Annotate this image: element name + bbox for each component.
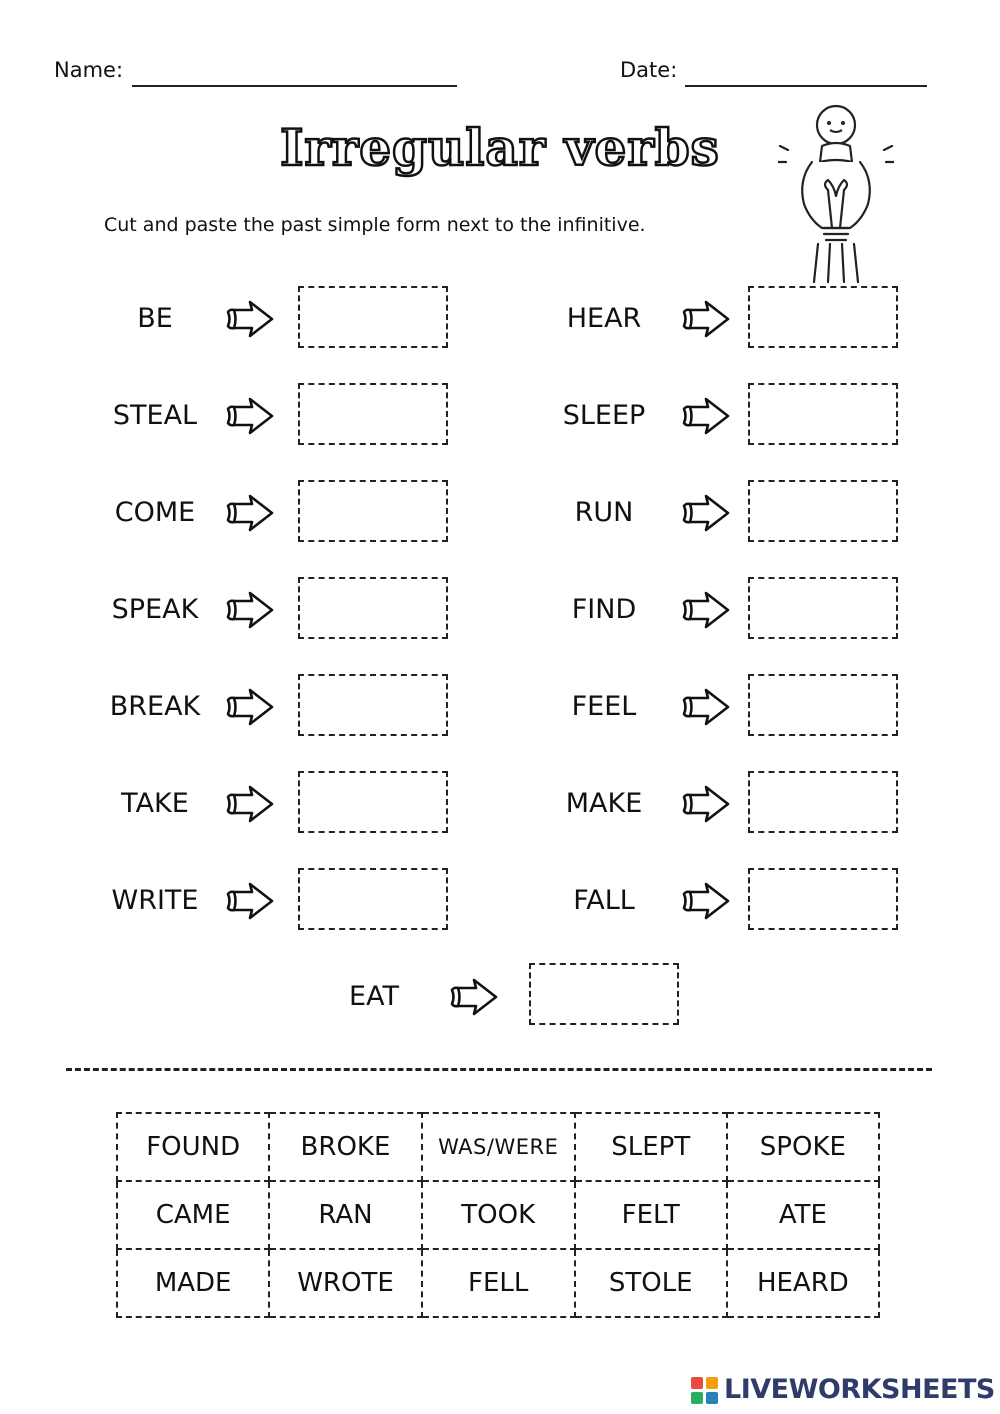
arrow-icon (224, 299, 276, 339)
arrow-icon (680, 299, 732, 339)
arrow-icon (680, 493, 732, 533)
verb-right-run: RUN (574, 497, 634, 528)
arrow-icon (224, 881, 276, 921)
verb-right-find: FIND (571, 594, 637, 625)
page-title: Irregular verbs (280, 118, 720, 177)
verb-center-eat: EAT (349, 981, 399, 1012)
answer-box[interactable] (298, 771, 448, 833)
name-label: Name: (54, 58, 124, 82)
verb-left-take: TAKE (121, 788, 189, 819)
cut-line (66, 1068, 932, 1071)
verb-right-feel: FEEL (571, 691, 637, 722)
table-row (117, 1181, 879, 1249)
answer-box[interactable] (298, 868, 448, 930)
word-card[interactable]: SPOKE (727, 1113, 879, 1181)
word-card[interactable]: SLEPT (575, 1113, 727, 1181)
table-row (117, 1249, 879, 1317)
lightbulb-character-icon (778, 100, 894, 286)
word-bank (116, 1112, 880, 1318)
answer-box[interactable] (298, 286, 448, 348)
logo-blocks-icon (690, 1376, 720, 1406)
table-row (117, 1113, 879, 1181)
answer-box[interactable] (298, 577, 448, 639)
word-card[interactable]: MADE (117, 1249, 269, 1317)
arrow-icon (680, 881, 732, 921)
liveworksheets-logo[interactable] (690, 1374, 995, 1408)
answer-box[interactable] (748, 480, 898, 542)
arrow-icon (448, 977, 500, 1017)
answer-box[interactable] (298, 674, 448, 736)
word-card[interactable]: WAS/WERE (422, 1113, 575, 1181)
answer-box[interactable] (748, 577, 898, 639)
answer-box[interactable] (748, 383, 898, 445)
arrow-icon (680, 396, 732, 436)
answer-box[interactable] (529, 963, 679, 1025)
arrow-icon (224, 590, 276, 630)
word-card[interactable]: STOLE (575, 1249, 727, 1317)
word-card[interactable]: TOOK (422, 1181, 575, 1249)
answer-box[interactable] (748, 674, 898, 736)
logo-text: LIVEWORKSHEETS (724, 1374, 995, 1405)
arrow-icon (680, 687, 732, 727)
date-field[interactable] (685, 85, 927, 87)
verb-right-fall: FALL (573, 885, 635, 916)
answer-box[interactable] (748, 771, 898, 833)
word-card[interactable]: FOUND (117, 1113, 269, 1181)
arrow-icon (680, 590, 732, 630)
word-card[interactable]: BROKE (269, 1113, 421, 1181)
word-card[interactable]: FELT (575, 1181, 727, 1249)
verb-right-make: MAKE (565, 788, 643, 819)
arrow-icon (680, 784, 732, 824)
verb-right-sleep: SLEEP (562, 400, 646, 431)
arrow-icon (224, 784, 276, 824)
word-card[interactable]: HEARD (727, 1249, 879, 1317)
word-card[interactable]: RAN (269, 1181, 421, 1249)
word-card[interactable]: FELL (422, 1249, 575, 1317)
name-field[interactable] (132, 85, 457, 87)
verb-left-write: WRITE (111, 885, 199, 916)
verb-left-steal: STEAL (112, 400, 198, 431)
answer-box[interactable] (748, 868, 898, 930)
arrow-icon (224, 687, 276, 727)
answer-box[interactable] (298, 480, 448, 542)
verb-left-come: COME (114, 497, 196, 528)
word-card[interactable]: WROTE (269, 1249, 421, 1317)
verb-left-break: BREAK (109, 691, 201, 722)
verb-left-be: BE (137, 303, 173, 334)
word-card[interactable]: CAME (117, 1181, 269, 1249)
answer-box[interactable] (748, 286, 898, 348)
instructions: Cut and paste the past simple form next to the infinitive. (104, 214, 646, 236)
arrow-icon (224, 396, 276, 436)
arrow-icon (224, 493, 276, 533)
verb-right-hear: HEAR (566, 303, 642, 334)
verb-left-speak: SPEAK (111, 594, 199, 625)
date-label: Date: (620, 58, 678, 82)
answer-box[interactable] (298, 383, 448, 445)
word-card[interactable]: ATE (727, 1181, 879, 1249)
